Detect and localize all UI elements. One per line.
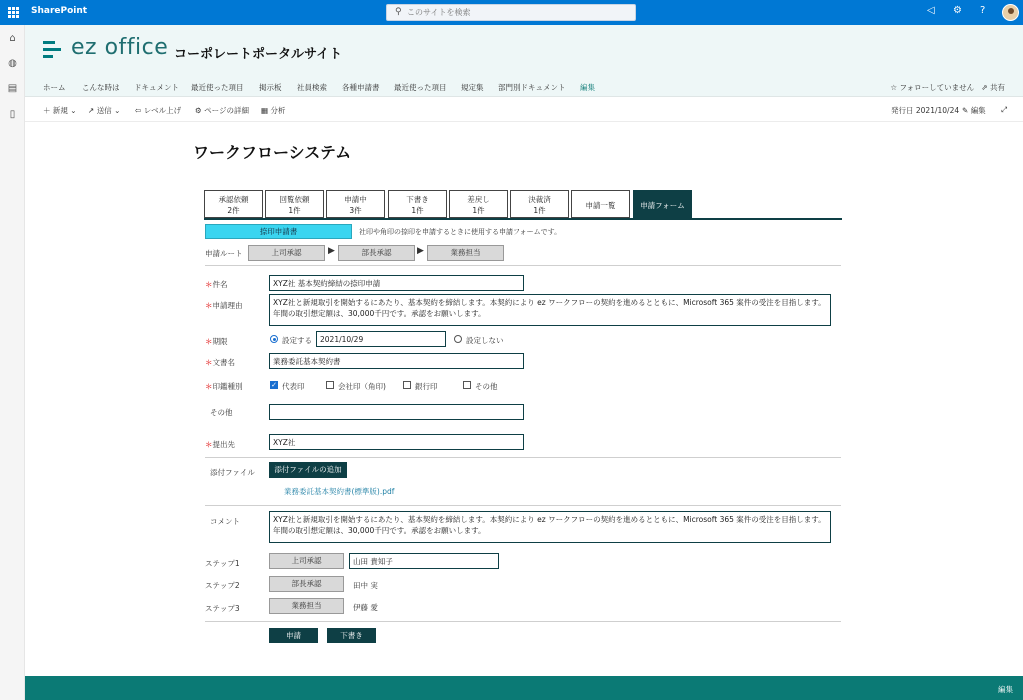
globe-icon[interactable]: ◍ — [8, 58, 17, 69]
divider — [205, 621, 841, 622]
footer-bar — [25, 676, 1023, 700]
tab-approval-requests[interactable] — [204, 190, 263, 218]
settings-gear-icon[interactable]: ⚙ — [953, 5, 962, 16]
level-up-button[interactable] — [135, 105, 181, 116]
seal-type-label: ＊印鑑種別 — [205, 382, 243, 391]
settings-icon: ⚙ — [195, 106, 202, 115]
nav-item-howto[interactable]: こんな時は — [82, 83, 120, 92]
tab-label: 申請フォーム — [640, 201, 685, 210]
attachment-label: 添付ファイル — [210, 468, 255, 477]
step-label: ステップ2 — [205, 581, 240, 590]
command-bar — [25, 98, 1023, 122]
nav-item-regulations[interactable]: 規定集 — [461, 83, 484, 92]
tab-count: 1件 — [533, 206, 546, 215]
deadline-none-label: 設定しない — [466, 336, 504, 345]
nav-item-dept-docs[interactable]: 部門別ドキュメント — [498, 83, 566, 92]
send-icon: ↗ — [88, 106, 95, 115]
chart-icon: ▦ — [261, 106, 269, 115]
plus-icon: ＋ — [43, 106, 51, 115]
tab-label: 申請中 — [344, 195, 367, 204]
top-navigation — [25, 77, 1023, 97]
tab-count: 2件 — [227, 206, 240, 215]
step-approver: 田中 実 — [353, 581, 378, 590]
other-label: その他 — [210, 408, 233, 417]
document-icon[interactable]: ▯ — [9, 109, 16, 120]
tab-label: 申請一覧 — [585, 201, 616, 210]
docname-field[interactable]: 業務委託基本契約書 — [269, 353, 524, 369]
tab-count: 1件 — [411, 206, 424, 215]
edit-label: 編集 — [970, 106, 986, 115]
submit-to-label: ＊提出先 — [205, 440, 235, 449]
deadline-date-input[interactable]: 2021/10/29 — [316, 331, 446, 347]
tab-in-progress[interactable] — [326, 190, 385, 218]
tab-label: 回覧依頼 — [279, 195, 310, 204]
route-step-3: 業務担当 — [427, 245, 504, 261]
star-icon[interactable]: ☆ — [890, 83, 898, 92]
step-approver: 伊藤 愛 — [353, 603, 378, 612]
tab-label: 決裁済 — [528, 195, 551, 204]
seal-bank-checkbox[interactable] — [403, 381, 411, 389]
attachment-file-link[interactable]: 業務委託基本契約書(標準版).pdf — [284, 487, 395, 496]
seal-option-label: 会社印（角印) — [338, 382, 386, 391]
docname-label: ＊文書名 — [205, 358, 235, 367]
form-type-description: 社印や角印の捺印を申請するときに使用する申請フォームです。 — [359, 228, 562, 236]
divider — [205, 265, 841, 266]
tab-drafts[interactable] — [388, 190, 447, 218]
seal-other-checkbox[interactable] — [463, 381, 471, 389]
tab-application-list[interactable] — [571, 190, 630, 218]
home-icon[interactable]: ⌂ — [9, 33, 16, 44]
chevron-down-icon: ⌄ — [70, 106, 77, 115]
step-approver-field[interactable]: 山田 貴知子 — [349, 553, 499, 569]
subject-label: ＊件名 — [205, 280, 228, 289]
tab-count: 1件 — [288, 206, 301, 215]
seal-representative-checkbox[interactable]: ✓ — [271, 381, 277, 389]
seal-option-label: 代表印 — [282, 382, 305, 391]
tab-circulation-requests[interactable] — [265, 190, 324, 218]
tab-label: 差戻し — [467, 195, 490, 204]
left-rail — [0, 25, 25, 700]
pencil-icon: ✎ — [962, 106, 969, 115]
site-header — [25, 25, 1023, 77]
nav-item-home[interactable]: ホーム — [43, 83, 66, 92]
nav-item-applications[interactable]: 各種申請書 — [342, 83, 380, 92]
user-avatar[interactable] — [1002, 4, 1019, 21]
submit-to-field[interactable]: XYZ社 — [269, 434, 524, 450]
search-icon: ⚲ — [395, 7, 402, 17]
megaphone-icon[interactable]: ◁ — [927, 5, 935, 16]
page-details-label: ページの詳細 — [204, 106, 249, 115]
suite-bar — [0, 0, 1023, 25]
tab-returned[interactable] — [449, 190, 508, 218]
subject-field[interactable]: XYZ社 基本契約締結の捺印申請 — [269, 275, 524, 291]
route-step-2: 部長承認 — [338, 245, 415, 261]
nav-item-documents[interactable]: ドキュメント — [134, 83, 179, 92]
analytics-label: 分析 — [270, 106, 286, 115]
send-button[interactable] — [88, 105, 120, 116]
tab-label: 承認依頼 — [218, 195, 249, 204]
new-button[interactable] — [43, 105, 77, 116]
expand-icon[interactable]: ⤢ — [1001, 105, 1007, 114]
save-draft-button[interactable]: 下書き — [327, 628, 376, 643]
level-label: レベル上げ — [143, 106, 182, 115]
site-title[interactable]: コーポレートポータルサイト — [174, 47, 343, 62]
nav-item-edit[interactable]: 編集 — [580, 83, 595, 92]
step-role: 業務担当 — [269, 598, 344, 614]
arrow-right-icon: ▶ — [328, 246, 335, 256]
app-launcher-icon[interactable] — [8, 7, 19, 18]
site-search-input[interactable] — [407, 6, 627, 19]
deadline-set-radio[interactable] — [270, 335, 278, 343]
promote-icon: ⇦ — [135, 106, 142, 115]
help-icon[interactable]: ? — [980, 5, 986, 16]
tab-approved[interactable] — [510, 190, 569, 218]
nav-item-recent[interactable]: 最近使った項目 — [191, 83, 244, 92]
news-icon[interactable]: ▤ — [7, 83, 18, 94]
step-role: 部長承認 — [269, 576, 344, 592]
send-label: 送信 — [96, 106, 112, 115]
seal-option-label: 銀行印 — [415, 382, 438, 391]
add-attachment-button[interactable]: 添付ファイルの追加 — [269, 462, 347, 478]
step-label: ステップ1 — [205, 559, 240, 568]
route-step-1: 上司承認 — [248, 245, 325, 261]
other-field[interactable] — [269, 404, 524, 420]
brand-label[interactable]: SharePoint — [31, 6, 88, 16]
logo-text[interactable]: ez office — [71, 35, 169, 60]
tab-count: 3件 — [349, 206, 362, 215]
logo-icon — [43, 41, 67, 59]
tab-count: 1件 — [472, 206, 485, 215]
tab-label: 下書き — [406, 195, 429, 204]
footer-edit-link[interactable]: 編集 — [998, 685, 1013, 694]
form-type-button[interactable]: 捺印申請書 — [205, 224, 352, 239]
share-icon[interactable]: ⇗ — [981, 83, 988, 92]
site-search-box[interactable] — [386, 4, 636, 21]
deadline-label: ＊期限 — [205, 337, 228, 346]
follow-button[interactable]: フォローしていません — [899, 83, 975, 92]
page-details-button[interactable] — [195, 105, 249, 116]
nav-item-bulletin[interactable]: 掲示板 — [259, 83, 282, 92]
divider — [205, 457, 841, 458]
share-button[interactable]: 共有 — [990, 83, 1005, 92]
seal-option-label: その他 — [475, 382, 498, 391]
comment-label: コメント — [210, 517, 240, 526]
reason-textarea[interactable]: XYZ社と新規取引を開始するにあたり、基本契約を締結します。本契約により ez ワークフローの契約を進めるとともに、Microsoft 365 案件の受注を目指します。年間の取引想定額は、30,000千円です。承認をお願いします。 — [269, 294, 831, 326]
new-label: 新規 — [52, 106, 68, 115]
nav-item-recent-2[interactable]: 最近使った項目 — [394, 83, 447, 92]
edit-page-button[interactable] — [962, 105, 986, 116]
seal-company-checkbox[interactable] — [326, 381, 334, 389]
page-title: ワークフローシステム — [193, 143, 352, 162]
divider — [205, 505, 841, 506]
tab-underline — [204, 218, 842, 220]
reason-label: ＊申請理由 — [205, 301, 243, 310]
submit-button[interactable]: 申請 — [269, 628, 318, 643]
nav-item-employee-search[interactable]: 社員検索 — [297, 83, 327, 92]
arrow-right-icon: ▶ — [417, 246, 424, 256]
step-label: ステップ3 — [205, 604, 240, 613]
analytics-button[interactable] — [261, 105, 285, 116]
step-role: 上司承認 — [269, 553, 344, 569]
tab-application-form[interactable] — [633, 190, 692, 218]
nav-right — [890, 82, 1005, 93]
deadline-none-radio[interactable] — [454, 335, 462, 343]
route-label: 申請ルート — [205, 249, 243, 258]
published-date: 発行日 2021/10/24 — [891, 106, 960, 115]
chevron-down-icon: ⌄ — [114, 106, 121, 115]
deadline-set-label: 設定する — [282, 336, 312, 345]
comment-textarea[interactable]: XYZ社と新規取引を開始するにあたり、基本契約を締結します。本契約により ez ワークフローの契約を進めるとともに、Microsoft 365 案件の受注を目指します。年間の取引想定額は、30,000千円です。承認をお願いします。 — [269, 511, 831, 543]
